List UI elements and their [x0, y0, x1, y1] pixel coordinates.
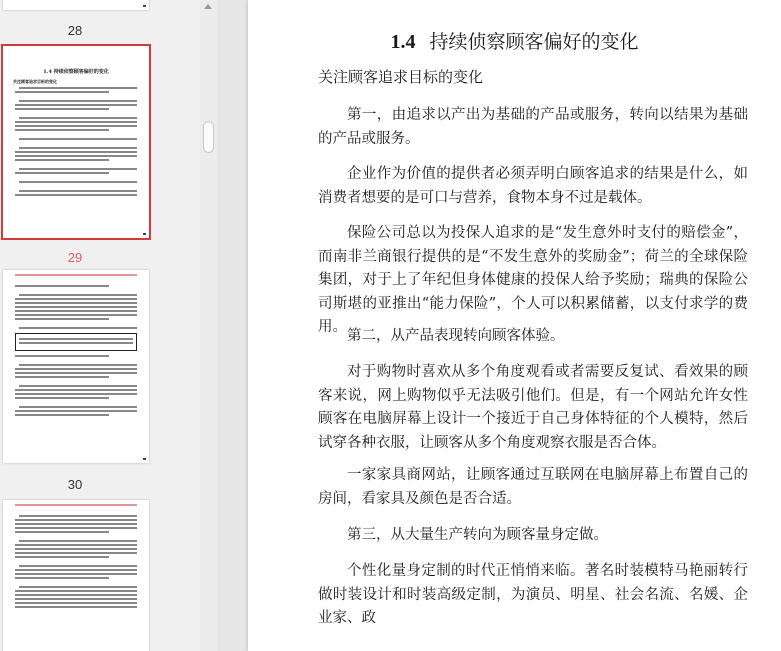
section-number: 1.4 [390, 31, 416, 53]
thumb-page-mark [143, 458, 146, 460]
paragraph: 保险公司总以为投保人追求的是“发生意外时支付的赔偿金”，而南非兰商银行提供的是“不发生意外的奖励金”；荷兰的全球保险集团，对于上了年纪但身体健康的投保人给予奖励；瑞典的保险公司斯堪的亚推出“能力保险”，个人可以积累储蓄，以支付求学的费用。 [318, 225, 748, 335]
sidebar-scrollbar[interactable] [200, 0, 217, 651]
page-gutter [217, 0, 248, 651]
subheading: 关注顾客追求目标的变化 [318, 68, 484, 86]
page-thumbnail-28[interactable] [3, 46, 149, 238]
thumb-page-heading: 关注顾客追求目标的变化 [13, 79, 57, 84]
page-thumbnail-27[interactable] [3, 0, 149, 10]
paragraph: 个性化量身定制的时代正悄悄来临。著名时装模特马艳丽转行做时装设计和时装高级定制，为演员、明星、社会名流、名媛、企业家、政 [318, 563, 748, 626]
scroll-up-arrow-icon[interactable] [204, 4, 212, 9]
page-thumbnail-29[interactable] [3, 270, 149, 463]
thumb-page-number-29: 29 [67, 250, 83, 265]
paragraph: 第三，从大量生产转向为顾客量身定做。 [347, 527, 608, 543]
paragraph: 企业作为价值的提供者必须弄明白顾客追求的结果是什么，如消费者想要的是可口与营养，食物本身不过是载体。 [318, 166, 748, 206]
paragraph: 对于购物时喜欢从多个角度观看或者需要反复试、看效果的顾客来说，网上购物似乎无法吸引他们。但是，有一个网站允许女性顾客在电脑屏幕上设计一个接近于自己身体特征的个人模特，然后试穿各种衣服，让顾客从多个角度观察衣服是否合体。 [318, 364, 748, 451]
document-page [248, 0, 781, 651]
thumb-page-mark [143, 5, 146, 7]
thumb-page-mark [143, 233, 146, 235]
paragraph: 第二，从产品表现转向顾客体验。 [347, 328, 565, 344]
section-title-text: 持续侦察顾客偏好的变化 [429, 31, 639, 53]
thumb-boxed-note [15, 333, 137, 351]
scrollbar-thumb[interactable] [203, 121, 214, 153]
page-thumbnail-30[interactable] [3, 500, 149, 651]
paragraph: 一家家具商网站，让顾客通过互联网在电脑屏幕上布置自己的房间，看家具及颜色是否合适。 [318, 467, 748, 507]
thumb-page-number-28: 28 [67, 23, 83, 38]
thumbnail-sidebar [0, 0, 200, 651]
thumb-page-title: 1.4 持续侦察顾客偏好的变化 [43, 69, 109, 75]
section-title [248, 27, 781, 54]
thumb-page-number-30: 30 [67, 477, 83, 492]
paragraph: 第一，由追求以产出为基础的产品或服务，转向以结果为基础的产品或服务。 [318, 107, 748, 147]
